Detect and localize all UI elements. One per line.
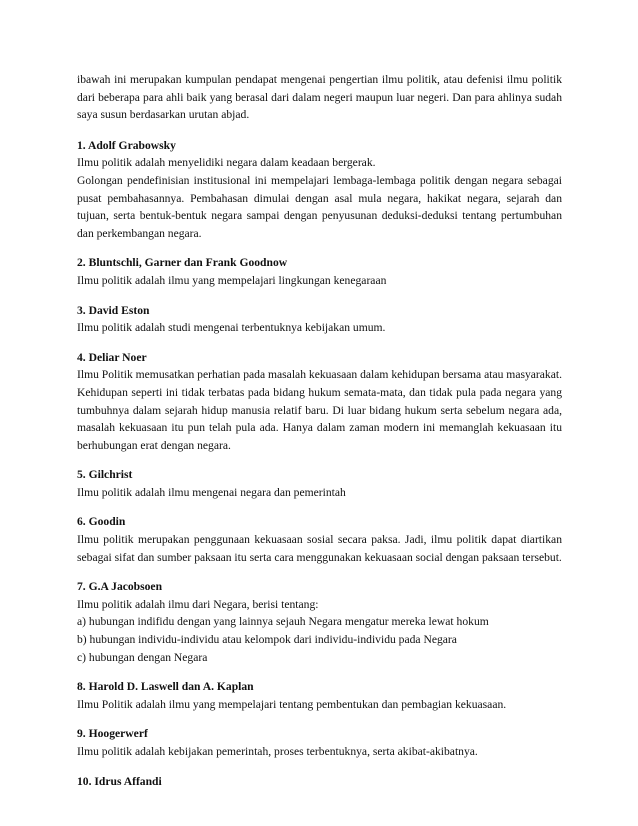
- section-deliar-noer: [77, 349, 562, 455]
- section-line: Ilmu politik adalah kebijakan pemerintah, proses terbentuknya, serta akibat-akibatnya.: [77, 745, 478, 758]
- section-heading: 5. Gilchrist: [77, 468, 133, 482]
- section-adolf-grabowsky: [77, 137, 562, 243]
- list-item: c) hubungan dengan Negara: [77, 650, 208, 664]
- intro-paragraph: ibawah ini merupakan kumpulan pendapat mengenai pengertian ilmu politik, atau defenisi ilmu politik dari beberapa para ahli baik yang berasal dari dalam negeri maupun luar negeri. Dan para ahlinya sudah saya susun berdasarkan urutan abjad.: [77, 73, 562, 122]
- section-heading: 9. Hoogerwerf: [77, 727, 148, 741]
- section-heading: 4. Deliar Noer: [77, 350, 147, 364]
- list-item: b) hubungan individu-individu atau kelompok dari individu-individu pada Negara: [77, 633, 457, 647]
- section-idrus-affandi: [77, 773, 562, 791]
- section-heading: 7. G.A Jacobsoen: [77, 580, 163, 594]
- section-paragraph: Golongan pendefinisian institusional ini mempelajari lembaga-lembaga politik dengan negara sebagai pusat pembahasannya. Pembahasan dimulai dengan asal mula negara, hakikat negara, sejarah dan tujuan, serta bentuk-bentuk negara sampai dengan penyusunan deduksi-deduksi tentang pertumbuhan dan perkembangan negara.: [77, 173, 562, 240]
- section-heading: 8. Harold D. Laswell dan A. Kaplan: [77, 680, 254, 694]
- section-heading: 6. Goodin: [77, 515, 126, 529]
- list-item: a) hubungan indifidu dengan yang lainnya sejauh Negara mengatur mereka lewat hokum: [77, 615, 489, 629]
- section-heading: 1. Adolf Grabowsky: [77, 138, 176, 152]
- section-heading: 10. Idrus Affandi: [77, 774, 162, 788]
- section-heading: 3. David Eston: [77, 303, 150, 317]
- section-line: Ilmu politik adalah ilmu dari Negara, berisi tentang:: [77, 597, 319, 611]
- section-ga-jacobsoen: [77, 578, 562, 666]
- section-paragraph: Ilmu Politik memusatkan perhatian pada masalah kekuasaan dalam kehidupan bersama atau masyarakat. Kehidupan seperti ini tidak terbatas pada bidang hukum semata-mata, dan tidak pula pada negara yang tumbuhnya dalam sejarah hidup manusia relatif baru. Di luar bidang hukum serta sebelum negara ada, masalah kekuasaan itu pun telah pula ada. Hanya dalam zaman modern ini memanglah kekuasaan itu berhubungan erat dengan negara.: [77, 368, 562, 452]
- document-page: [77, 71, 562, 802]
- section-laswell-kaplan: [77, 678, 562, 713]
- section-line: Ilmu politik adalah studi mengenai terbentuknya kebijakan umum.: [77, 321, 386, 335]
- section-line: Ilmu politik adalah ilmu mengenai negara dan pemerintah: [77, 485, 346, 499]
- section-bluntschli-garner-goodnow: [77, 254, 562, 289]
- section-line: Ilmu Politik adalah ilmu yang mempelajari tentang pembentukan dan pembagian kekuasaan.: [77, 697, 507, 711]
- section-hoogerwerf: [77, 725, 562, 760]
- section-goodin: [77, 513, 562, 566]
- section-line: Ilmu politik adalah menyelidiki negara dalam keadaan bergerak.: [77, 156, 376, 170]
- section-heading: 2. Bluntschli, Garner dan Frank Goodnow: [77, 256, 288, 270]
- section-paragraph: Ilmu politik merupakan penggunaan kekuasaan sosial secara paksa. Jadi, ilmu politik dapat diartikan sebagai sifat dan sumber paksaan itu serta cara menggunakan kekuasaan social dengan paksaan tersebut.: [77, 533, 562, 564]
- section-line: Ilmu politik adalah ilmu yang mempelajari lingkungan kenegaraan: [77, 273, 387, 287]
- section-david-eston: [77, 302, 562, 337]
- section-gilchrist: [77, 466, 562, 501]
